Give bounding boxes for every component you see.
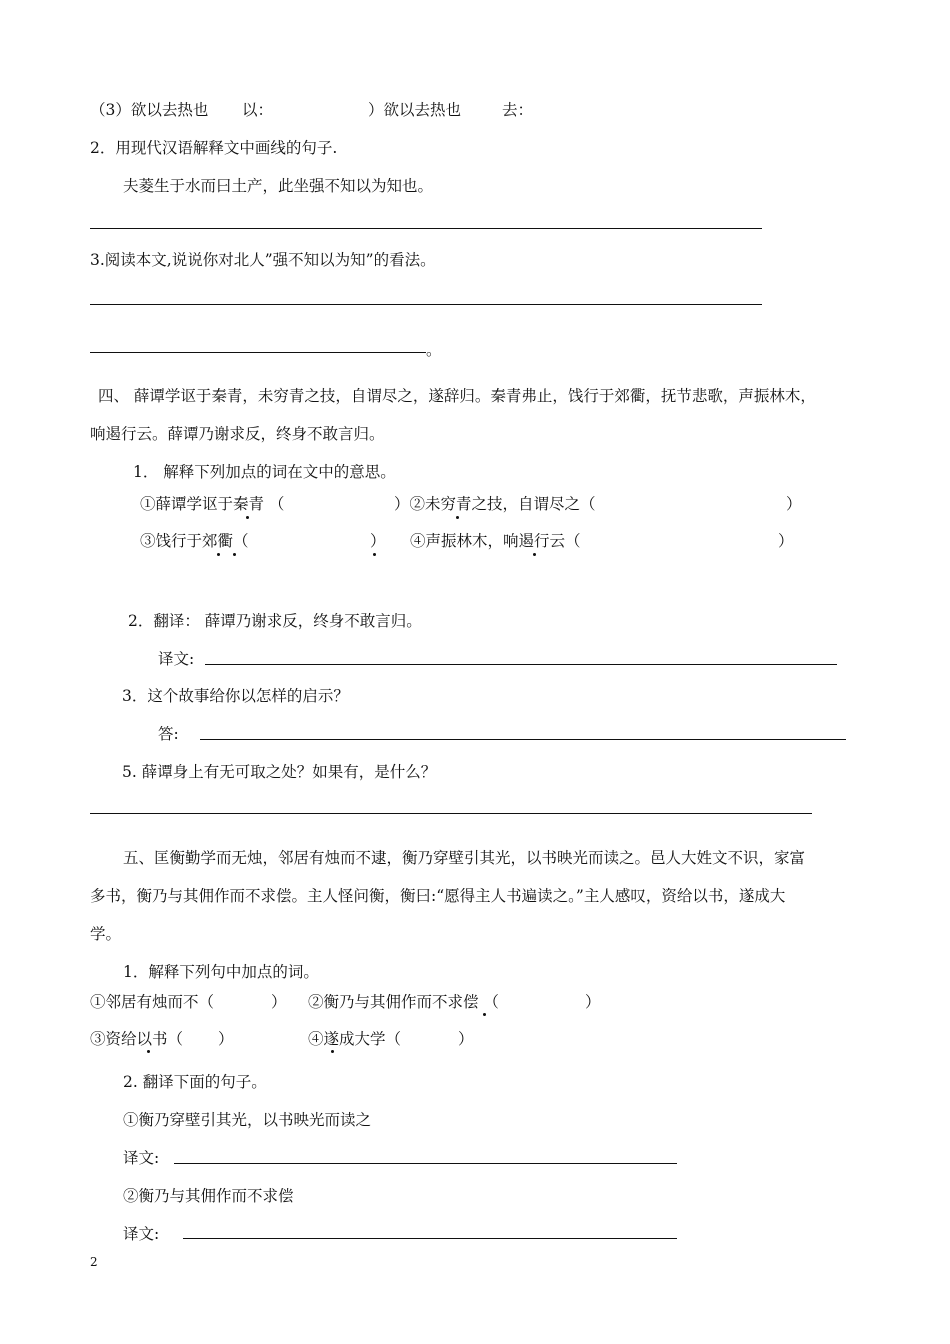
answer-line[interactable] — [90, 813, 812, 814]
section4-q1-b: ）②未穷青之技，自谓尽之（ — [394, 495, 596, 513]
emphasis-dot — [331, 1050, 334, 1053]
section4-q1-b-close: ） — [786, 495, 802, 513]
section5-q1-d: ④遂成大学（ — [308, 1030, 402, 1048]
answer-line[interactable] — [205, 664, 837, 665]
section5-q1-d-close: ） — [458, 1030, 474, 1048]
section5-q1-title: 1．解释下列句中加点的词。 — [123, 963, 319, 981]
section5-q1-b: ②衡乃与其佣作而不求偿 （ — [308, 993, 499, 1011]
section4-q2-answer-label: 译文: — [158, 650, 195, 668]
end-mark: 。 — [426, 341, 442, 359]
section4-q1-d: ④声振林木，响遏行云（ — [410, 532, 581, 550]
section4-q1-title: 1． 解释下列加点的词在文中的意思。 — [133, 463, 396, 481]
section5-q2-s2-label: 译文: — [123, 1225, 160, 1243]
answer-line[interactable] — [90, 304, 762, 305]
section5-q2-sentence2: ②衡乃与其佣作而不求偿 — [123, 1187, 294, 1205]
section5-q1-c-close: ） — [218, 1030, 234, 1048]
q3-item2-title: 2．用现代汉语解释文中画线的句子. — [90, 139, 338, 157]
answer-line[interactable] — [200, 739, 846, 740]
section4-q1-d-close: ） — [778, 532, 794, 550]
q3-part3-text: （3）欲以去热也 — [90, 101, 209, 119]
emphasis-dot — [233, 553, 236, 556]
section4-q3-answer-label: 答: — [158, 725, 179, 743]
section5-q1-b-close: ） — [585, 993, 601, 1011]
section5-passage-line3: 学。 — [90, 925, 122, 943]
section5-passage-line1: 五、匡衡勤学而无烛，邻居有烛而不逮，衡乃穿壁引其光，以书映光而读之。邑人大姓文不识，家富 — [123, 849, 806, 867]
emphasis-dot — [483, 1013, 486, 1016]
emphasis-dot — [373, 553, 376, 556]
section4-q5-title: 5. 薛谭身上有无可取之处？如果有，是什么？ — [122, 763, 437, 781]
emphasis-dot — [217, 553, 220, 556]
q3-part3-text-2: ）欲以去热也 — [368, 101, 462, 119]
section5-q2-s1-label: 译文: — [123, 1149, 160, 1167]
page-number: 2 — [90, 1255, 98, 1269]
section4-passage-line2: 响遏行云。薛谭乃谢求反，终身不敢言归。 — [90, 425, 385, 443]
section4-q3-title: 3．这个故事给你以怎样的启示？ — [122, 687, 349, 705]
section5-q1-a: ①邻居有烛而不（ — [90, 993, 215, 1011]
emphasis-dot — [456, 516, 459, 519]
q3-part3-label-qu: 去： — [502, 101, 534, 119]
answer-line[interactable] — [90, 228, 762, 229]
section5-q1-c: ③资给以书（ — [90, 1030, 184, 1048]
section5-passage-line2: 多书，衡乃与其佣作而不求偿。主人怪问衡，衡曰:“愿得主人书遍读之。”主人感叹，资给以书，遂成大 — [90, 887, 786, 905]
section4-q1-c: ③饯行于郊衢（ — [140, 532, 249, 550]
emphasis-dot — [147, 1050, 150, 1053]
q3-part3-label-yi: 以： — [242, 101, 274, 119]
q3-item3-title: 3.阅读本文,说说你对北人”强不知以为知”的看法。 — [90, 251, 436, 269]
q3-item2-sentence: 夫菱生于水而曰土产，此坐强不知以为知也。 — [123, 177, 434, 195]
section5-q2-title: 2. 翻译下面的句子。 — [123, 1073, 267, 1091]
emphasis-dot — [246, 516, 249, 519]
answer-line[interactable] — [183, 1238, 677, 1239]
emphasis-dot — [533, 553, 536, 556]
answer-line[interactable] — [90, 352, 426, 353]
answer-line[interactable] — [174, 1163, 677, 1164]
section5-q1-a-close: ） — [271, 993, 287, 1011]
section5-q2-sentence1: ①衡乃穿壁引其光，以书映光而读之 — [123, 1111, 372, 1129]
section4-passage-line1: 四、 薛谭学讴于秦青，未穷青之技，自谓尽之，遂辞归。秦青弗止，饯行于郊衢，抚节悲歌，声振林木， — [98, 387, 816, 405]
section4-q1-c-close: ） — [370, 532, 386, 550]
section4-q2-title: 2．翻译： 薛谭乃谢求反，终身不敢言归。 — [128, 612, 422, 630]
section4-q1-a: ①薛谭学讴于秦青 （ — [140, 495, 285, 513]
